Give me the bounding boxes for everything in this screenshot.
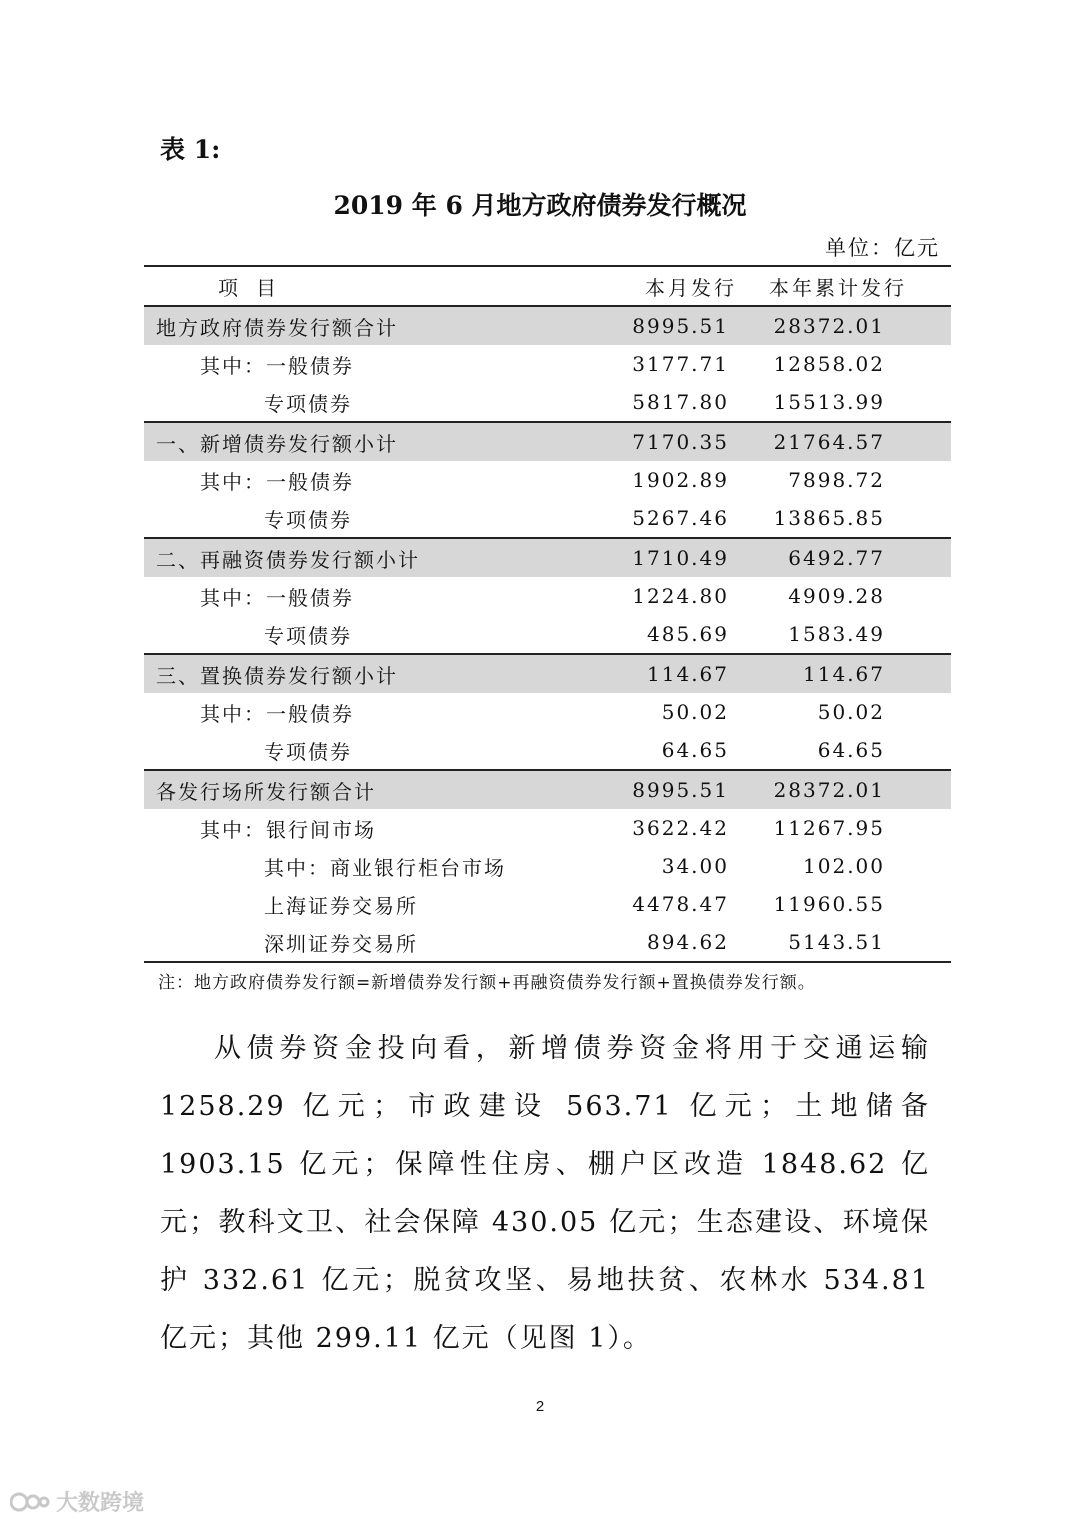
table-row-total xyxy=(144,306,951,345)
table-row xyxy=(144,345,951,383)
row-month: 1224.80 xyxy=(632,584,729,608)
row-ytd: 64.65 xyxy=(817,738,885,762)
table-row xyxy=(144,923,951,962)
row-label: 其中：一般债券 xyxy=(200,469,354,494)
row-ytd: 21764.57 xyxy=(749,422,951,461)
row-label: 其中：商业银行柜台市场 xyxy=(264,855,506,880)
row-month: 1902.89 xyxy=(632,468,729,492)
table-row xyxy=(144,499,951,538)
table-row xyxy=(144,885,951,923)
row-label: 二、再融资债券发行额小计 xyxy=(144,538,543,577)
row-ytd: 28372.01 xyxy=(749,770,951,809)
table-row xyxy=(144,693,951,731)
row-month: 5817.80 xyxy=(632,390,729,414)
row-label: 其中：银行间市场 xyxy=(200,817,376,842)
row-month: 4478.47 xyxy=(632,892,729,916)
row-label: 专项债券 xyxy=(264,391,352,416)
row-month: 894.62 xyxy=(543,923,749,962)
row-label: 地方政府债券发行额合计 xyxy=(144,306,543,345)
row-ytd: 50.02 xyxy=(817,700,885,724)
table-row xyxy=(144,461,951,499)
table-row xyxy=(144,383,951,422)
row-label: 各发行场所发行额合计 xyxy=(144,770,543,809)
row-month: 485.69 xyxy=(647,622,729,646)
row-ytd: 7898.72 xyxy=(788,468,885,492)
row-label: 一、新增债券发行额小计 xyxy=(144,422,543,461)
row-label: 专项债券 xyxy=(264,623,352,648)
row-month: 34.00 xyxy=(661,854,729,878)
unit-label: 单位：亿元 xyxy=(825,236,940,260)
watermark xyxy=(10,1486,144,1517)
row-ytd: 5143.51 xyxy=(749,923,951,962)
row-ytd: 114.67 xyxy=(749,654,951,693)
table-row-replacement xyxy=(144,654,951,693)
header-month: 本月发行 xyxy=(543,266,749,306)
row-ytd: 11960.55 xyxy=(773,892,885,916)
row-month: 7170.35 xyxy=(543,422,749,461)
header-item: 项目 xyxy=(144,266,543,306)
row-month: 114.67 xyxy=(543,654,749,693)
table-row-refinancing xyxy=(144,538,951,577)
row-ytd: 6492.77 xyxy=(749,538,951,577)
watermark-text: 大数跨境 xyxy=(56,1491,145,1516)
table-note: 注：地方政府债券发行额=新增债券发行额+再融资债券发行额+置换债券发行额。 xyxy=(158,973,816,993)
table-row-new-issuance xyxy=(144,422,951,461)
table-title: 2019 年 6 月地方政府债券发行概况 xyxy=(333,191,747,220)
row-month: 3177.71 xyxy=(632,352,729,376)
row-ytd: 15513.99 xyxy=(773,390,885,414)
row-month: 50.02 xyxy=(661,700,729,724)
table-row-venue-total xyxy=(144,770,951,809)
row-ytd: 1583.49 xyxy=(788,622,885,646)
row-ytd: 12858.02 xyxy=(773,352,885,376)
table-label: 表 1: xyxy=(160,135,221,164)
row-ytd: 13865.85 xyxy=(773,506,885,530)
table-row xyxy=(144,809,951,847)
row-ytd: 4909.28 xyxy=(788,584,885,608)
body-paragraph: 从债券资金投向看，新增债券资金将用于交通运输 1258.29 亿元；市政建设 563.71 亿元；土地储备 1903.15 亿元；保障性住房、棚户区改造 1848.62 亿元；教科文卫、社会保障 430.05 亿元；生态建设、环境保护 332.61 亿元；脱贫攻坚、易地扶贫、农林水 534.81 亿元；其他 299.11 亿元（见图 1）。 xyxy=(160,1033,930,1354)
table-row xyxy=(144,847,951,885)
row-month: 3622.42 xyxy=(632,816,729,840)
row-ytd: 102.00 xyxy=(803,854,885,878)
table-row xyxy=(144,731,951,770)
row-label: 上海证券交易所 xyxy=(264,893,418,918)
row-label: 专项债券 xyxy=(264,507,352,532)
table-header-row xyxy=(144,266,951,306)
watermark-logo-icon xyxy=(10,1489,50,1515)
row-label: 深圳证券交易所 xyxy=(144,923,543,962)
table-row xyxy=(144,615,951,654)
row-label: 专项债券 xyxy=(264,739,352,764)
row-label: 其中：一般债券 xyxy=(200,701,354,726)
bond-issuance-table xyxy=(144,265,951,963)
row-month: 8995.51 xyxy=(543,770,749,809)
row-month: 8995.51 xyxy=(543,306,749,345)
row-label: 其中：一般债券 xyxy=(200,585,354,610)
row-label: 三、置换债券发行额小计 xyxy=(144,654,543,693)
row-ytd: 11267.95 xyxy=(773,816,885,840)
header-ytd: 本年累计发行 xyxy=(749,266,951,306)
row-label: 其中：一般债券 xyxy=(200,353,354,378)
row-ytd: 28372.01 xyxy=(749,306,951,345)
row-month: 5267.46 xyxy=(632,506,729,530)
table-row xyxy=(144,577,951,615)
row-month: 1710.49 xyxy=(543,538,749,577)
page-number: 2 xyxy=(535,1398,545,1415)
row-month: 64.65 xyxy=(661,738,729,762)
